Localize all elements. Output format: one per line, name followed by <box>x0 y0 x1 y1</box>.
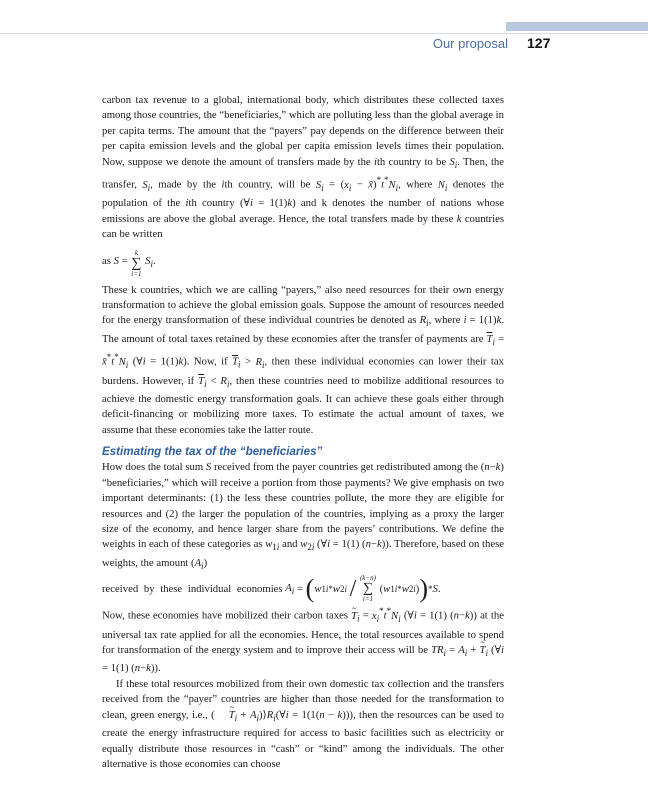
allocation-equation: received by these individual economies $A_i$ = ( w 1i * w 2i / (k−n) ∑ i=1 ( w 1i * w 2i ) ) * S . <box>102 574 441 604</box>
header-rule <box>0 33 648 34</box>
section-heading: Estimating the tax of the “beneficiaries” <box>102 445 323 459</box>
header-accent-bar <box>506 22 648 31</box>
paragraph: How does the total sum S received from the payer countries get redistributed among the (n−k) “beneficiaries,” which will receive a portion from those payments? We give emphasis on two important determinants: (1) the less these countries pollute, the more they are eligible for resources and (2) the larger the population of the countries, implying as a proxy the larger size of the economy, and hence larger share from the payers’ contributions. We define the weights in each of these categories as $w_{1i}$ and $w_{2i}$ (∀i = 1(1) (n−k)). Therefore, based on these weights, the amount $(A_i)$ <box>102 461 504 571</box>
page-number: 127 <box>527 35 551 51</box>
paragraph: carbon tax revenue to a global, international body, which distributes these collected taxes among those countries, the “beneficiaries,” which are polluting less than the global average in per capita terms. The amount that the “payers” pay depends on the difference between their per capita emission levels and the global per capita emission levels times their population. Now, suppose we denote the amount of transfers made by the ith country to be $S_i$. Then, the transfer, $S_i$, made by the ith country, will be $S_i = (x_i$ − $x̄)^*t^*N_i$, where $N_i$ denotes the population of the ith country (∀i = 1(1)k) and k denotes the number of nations whose emissions are above the global average. Hence, the total transfers made by these k countries can be written <box>102 94 504 241</box>
running-head: Our proposal <box>432 36 508 51</box>
paragraph: These k countries, which we are calling “payers,” also need resources for their own energy transformation to achieve the global emission goals. Suppose the amount of resources needed for the energy transformation of these individual countries be denoted as $R_i$, where i = 1(1)k. The amount of total taxes retained by these economies after the transfer of payments are $\overline{T}_i$ = $x̄^*t^*N_i$ (∀i = 1(1)k). Now, if $\overline{T}_i > R_i$, then these individual economies can lower their tax burdens. However, if $\overline{T}_i < R_i$, then these countries need to mobilize additional resources to achieve the domestic energy transformation goals. It can achieve these goals either through deficit-financing or mobilizing more taxes. To estimate the actual amount of taxes, we assume that these economies take the latter route. <box>102 283 505 436</box>
body-text <box>102 93 504 772</box>
sum-equation: as S = k ∑ i=1 $S_i$. <box>102 248 156 278</box>
paragraph: Now, these economies have mobilized their carbon taxes ~ $T_i = x_i^*t^*N_i$ (∀i = 1(1) (n−k)) at the universal tax rate applied for all the economies. Hence, the total resources available to spend for transformation of the energy system and to improve their access will be $TR_i = A_i$ + ~ $T_i$ (∀i = 1(1) (n−k)). <box>102 604 504 676</box>
paragraph: If these total resources mobilized from their own domestic tax collection and the transfers received from the “payer” countries are higher than those needed for the transformation to clean, green energy, i.e., ( ~ $T_i$ + $A_i)⟩R_i(\forall i = 1(1(n - k)))$, then the resources can be used to create the energy infrastructure required for access to basic facilities such as electricity or equally distribute those resources in “cash” or “kind” among the individuals. The other alternative is those economies can choose <box>102 677 504 773</box>
